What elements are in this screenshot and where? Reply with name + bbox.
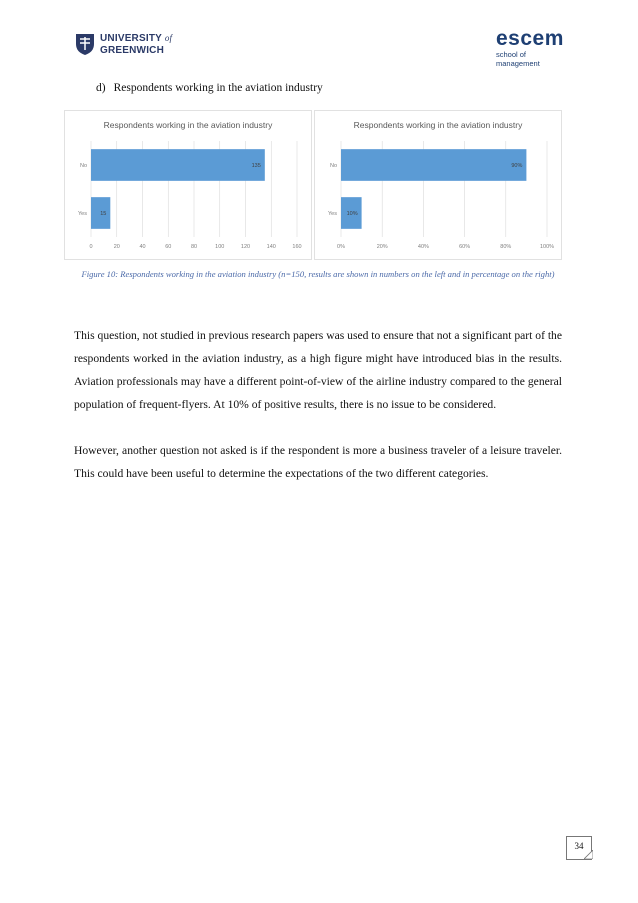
chart-counts-bar xyxy=(91,149,265,181)
escem-logo xyxy=(496,27,568,68)
chart-percentages-tick-label: 100% xyxy=(539,244,555,250)
chart-counts-category-label: Yes xyxy=(78,211,87,217)
body-paragraph-1: This question, not studied in previous research papers was used to ensure that not a significant part of the respondents worked in the aviation industry, as a high figure might have introduced bias in the results. Aviation professionals may have a different point-of-view of the airline industry compared to the general population of frequent-flyers. At 10% of positive results, there is no issue to be considered. xyxy=(74,329,562,411)
chart-percentages-tick-label: 60% xyxy=(459,244,471,250)
chart-counts-tick-label: 140 xyxy=(266,244,276,250)
chart-percentages-data-label: 90% xyxy=(511,163,523,169)
section-heading xyxy=(96,82,323,94)
chart-percentages-tick-label: 80% xyxy=(500,244,512,250)
university-wordmark xyxy=(100,32,172,57)
chart-percentages-svg xyxy=(315,111,561,259)
chart-counts-tick-label: 40 xyxy=(139,244,146,250)
chart-counts-tick-label: 80 xyxy=(190,244,198,250)
university-line1: UNIVERSITY xyxy=(100,33,162,44)
chart-counts-data-label: 135 xyxy=(251,163,261,169)
chart-counts-category-label: No xyxy=(79,163,87,169)
section-title: Respondents working in the aviation industry xyxy=(113,82,323,94)
chart-percentages-category-label: Yes xyxy=(328,211,337,217)
chart-percentages xyxy=(314,110,562,260)
page-number: 34 xyxy=(566,836,592,860)
chart-counts-title: Respondents working in the aviation industry xyxy=(103,120,273,130)
escem-wordmark: escem xyxy=(496,27,564,50)
escem-tagline: school of management xyxy=(496,50,540,68)
chart-counts-tick-label: 120 xyxy=(240,244,251,250)
chart-counts-svg xyxy=(65,111,311,259)
chart-counts-tick-label: 0 xyxy=(89,244,93,250)
chart-counts-tick-label: 20 xyxy=(113,244,120,250)
chart-percentages-data-label: 10% xyxy=(346,211,358,217)
chart-percentages-category-label: No xyxy=(329,163,337,169)
chart-percentages-tick-label: 0% xyxy=(337,244,345,250)
chart-percentages-bar xyxy=(341,149,526,181)
chart-percentages-title: Respondents working in the aviation industry xyxy=(353,120,523,130)
section-number: d) xyxy=(96,82,106,94)
chart-counts-tick-label: 60 xyxy=(165,244,172,250)
university-crest-icon xyxy=(74,32,96,56)
university-of: of xyxy=(164,33,173,43)
body-paragraph-2: However, another question not asked is if the respondent is more a business traveler of a leisure traveler. This could have been useful to determine the expectations of the two different categories. xyxy=(74,444,562,480)
figure-caption: Figure 10: Respondents working in the aviation industry (n=150, results are shown in numbers on the left and in percentage on the right) xyxy=(81,269,555,279)
university-of-greenwich-logo xyxy=(74,30,174,60)
university-line2: GREENWICH xyxy=(100,45,165,56)
chart-counts-data-label: 15 xyxy=(100,211,107,217)
chart-counts-tick-label: 160 xyxy=(292,244,302,250)
page-corner-fold-icon xyxy=(584,850,593,859)
chart-percentages-tick-label: 40% xyxy=(417,244,429,250)
chart-counts xyxy=(64,110,312,260)
chart-counts-tick-label: 100 xyxy=(215,244,225,250)
chart-percentages-tick-label: 20% xyxy=(376,244,388,250)
